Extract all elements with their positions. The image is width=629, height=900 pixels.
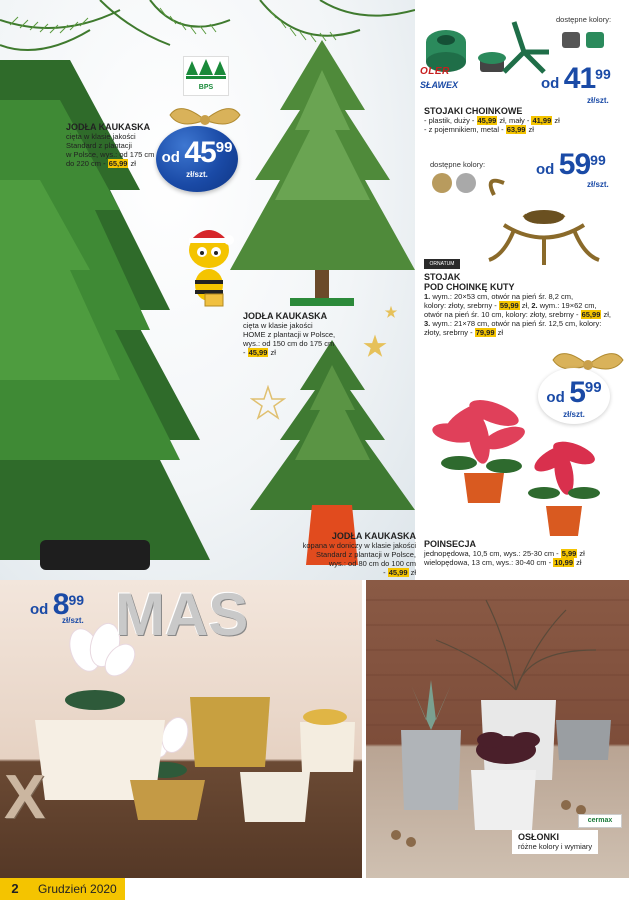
- price-highlight: 79,99: [475, 328, 495, 337]
- desc-num: 3.: [424, 319, 431, 328]
- oler-brand-logo: OLER: [420, 66, 450, 77]
- desc-text: zł: [495, 328, 503, 337]
- cermax-brand-logo: cermax: [578, 814, 622, 828]
- desc-text: zł: [574, 558, 582, 567]
- desc-text: - plastik, duży -: [424, 116, 477, 125]
- desc-num: 1.: [424, 292, 431, 301]
- desc-line: [424, 116, 624, 125]
- stojaki-price: [541, 62, 611, 96]
- desc-text: zł,: [601, 310, 611, 319]
- product-title: JODŁA KAUKASKA: [66, 122, 151, 132]
- price-integer: 5: [569, 376, 585, 409]
- desc-line: [236, 568, 416, 577]
- price-decimal: 99: [590, 152, 606, 168]
- price-integer: 8: [52, 588, 69, 621]
- desc-text: do 220 cm -: [66, 159, 108, 168]
- product-title: STOJAKI CHOINKOWE: [424, 106, 523, 116]
- desc-line: [424, 558, 624, 567]
- desc-text: wym.: 20×53 cm, otwór na pień śr. 8,2 cm,: [430, 292, 574, 301]
- color-swatches-icon: [430, 171, 480, 195]
- product-title: OSŁONKI: [518, 832, 560, 842]
- decorative-pots-image: [185, 692, 355, 832]
- price-highlight: 5,99: [561, 549, 577, 558]
- price-highlight: 59,99: [499, 301, 519, 310]
- price-decimal: 99: [584, 379, 602, 396]
- bps-tree-logo-icon: [184, 57, 228, 95]
- available-colors-label: dostępne kolory:: [556, 15, 612, 24]
- price-highlight: 45,99: [388, 568, 408, 577]
- price-unit: zł/szt.: [587, 180, 609, 189]
- desc-text: -: [243, 348, 248, 357]
- desc-text: zł: [552, 116, 560, 125]
- decor-letters-mas: MAS: [115, 581, 249, 648]
- price-decimal: 99: [68, 592, 85, 608]
- star-ornament-icon: [362, 333, 388, 359]
- star-ornament-icon: [384, 305, 398, 319]
- product-title: POINSECJA: [424, 539, 477, 549]
- slawex-brand-logo: SŁAWEX: [420, 80, 459, 90]
- price-highlight: 65,99: [581, 310, 601, 319]
- desc-text: otwór na pień śr. 10 cm, kolory: złoty, srebrny -: [424, 310, 581, 319]
- desc-text: jednopędowa, 10,5 cm, wys.: 25-30 cm -: [424, 549, 561, 558]
- desc-text: zł, mały -: [497, 116, 532, 125]
- desc-text: -: [383, 568, 388, 577]
- bps-logo: [183, 56, 229, 96]
- price-integer: 59: [558, 148, 591, 181]
- price-unit: zł/szt.: [563, 410, 585, 419]
- stojaki-description: [424, 106, 624, 134]
- price-highlight: 10,99: [554, 558, 573, 567]
- stojak-kuty-description: [424, 272, 624, 337]
- desc-line: [424, 292, 624, 301]
- desc-line: różne kolory i wymiary: [518, 842, 593, 851]
- cyclamen-panel: [0, 580, 362, 878]
- available-colors-label: dostępne kolory:: [430, 160, 486, 169]
- bps-logo-text: BPS: [198, 84, 214, 91]
- desc-num: 2.: [531, 301, 538, 310]
- desc-line: HOME z plantacji w Polsce,: [243, 330, 336, 339]
- christmas-trees-panel: [0, 0, 415, 580]
- desc-text: kolory: złoty, srebrny -: [424, 301, 499, 310]
- desc-line: [243, 348, 363, 357]
- price-highlight: 45,99: [248, 348, 268, 357]
- jodla-price-badge: [156, 126, 238, 192]
- desc-line: cięta w klasie jakości: [66, 132, 136, 141]
- desc-text: wielopędowa, 13 cm, wys.: 30-40 cm -: [424, 558, 554, 567]
- price-highlight: 45,99: [477, 116, 497, 125]
- desc-text: - z pojemnikiem, metal -: [424, 125, 506, 134]
- desc-text: zł: [128, 159, 136, 168]
- price-prefix: od: [536, 161, 555, 178]
- price-prefix: od: [541, 75, 560, 92]
- price-unit: zł/szt.: [62, 616, 84, 625]
- bee-mascot-image: [175, 210, 245, 310]
- price-decimal: 99: [595, 66, 611, 82]
- desc-line: [424, 301, 624, 310]
- price-prefix: od: [546, 389, 565, 406]
- star-ornament-icon: [250, 385, 286, 421]
- desc-line: [424, 125, 624, 134]
- price-integer: 41: [563, 62, 596, 95]
- desc-line: [424, 549, 624, 558]
- product-title: JODŁA KAUKASKA: [243, 311, 328, 321]
- desc-line: [424, 310, 624, 319]
- price-decimal: 99: [215, 139, 233, 156]
- price-highlight: 65,99: [108, 159, 128, 168]
- medium-fir-tree-image: [230, 40, 415, 320]
- desc-line: w Polsce, wys.: od 175 cm: [66, 150, 155, 159]
- desc-line: wys.: od 150 cm do 175 cm: [243, 339, 335, 348]
- desc-text: zł,: [519, 301, 532, 310]
- desc-line: cięta w klasie jakości: [243, 321, 313, 330]
- jodla-standard-description: [66, 122, 166, 168]
- price-highlight: 63,99: [506, 125, 526, 134]
- poinsettia-plants-image: [424, 378, 604, 538]
- oslonki-description: [512, 830, 598, 854]
- ornatum-brand-logo: ORNATUM: [424, 259, 460, 269]
- poinsecja-description: [424, 539, 624, 567]
- desc-line: wys.: od 80 cm do 100 cm: [328, 559, 416, 568]
- desc-line: [424, 319, 624, 328]
- desc-text: zł: [577, 549, 585, 558]
- desc-text: wym.: 19×62 cm,: [537, 301, 597, 310]
- price-unit: zł/szt.: [186, 170, 208, 179]
- desc-text: zł: [526, 125, 534, 134]
- price-prefix: od: [161, 149, 180, 166]
- price-unit: zł/szt.: [587, 96, 609, 105]
- desc-text: wym.: 21×78 cm, otwór na pień śr. 12,5 cm, kolory:: [430, 319, 602, 328]
- jodla-potted-description: [236, 531, 416, 577]
- wrought-iron-stand-image: [484, 175, 614, 270]
- desc-text: złoty, srebrny -: [424, 328, 475, 337]
- product-title: POD CHOINKĘ KUTY: [424, 282, 515, 292]
- decor-letter-x: X: [4, 763, 46, 832]
- desc-text: zł: [268, 348, 276, 357]
- desc-text: zł: [408, 568, 416, 577]
- price-integer: 45: [184, 136, 216, 169]
- desc-line: kopana w doniczy w klasie jakości: [302, 541, 416, 550]
- desc-line: [424, 328, 624, 337]
- desc-line: [66, 159, 166, 168]
- desc-line: Standard z plantacji: [66, 141, 132, 150]
- product-title: JODŁA KAUKASKA: [331, 531, 416, 541]
- price-highlight: 41,99: [532, 116, 552, 125]
- issue-date: Grudzień 2020: [30, 878, 125, 900]
- product-title: STOJAK: [424, 272, 461, 282]
- color-swatches-icon: [560, 28, 610, 52]
- desc-line: Standard z plantacji w Polsce,: [315, 550, 416, 559]
- jodla-home-description: [243, 311, 363, 357]
- price-prefix: od: [30, 601, 49, 618]
- page-number: 2: [0, 878, 30, 900]
